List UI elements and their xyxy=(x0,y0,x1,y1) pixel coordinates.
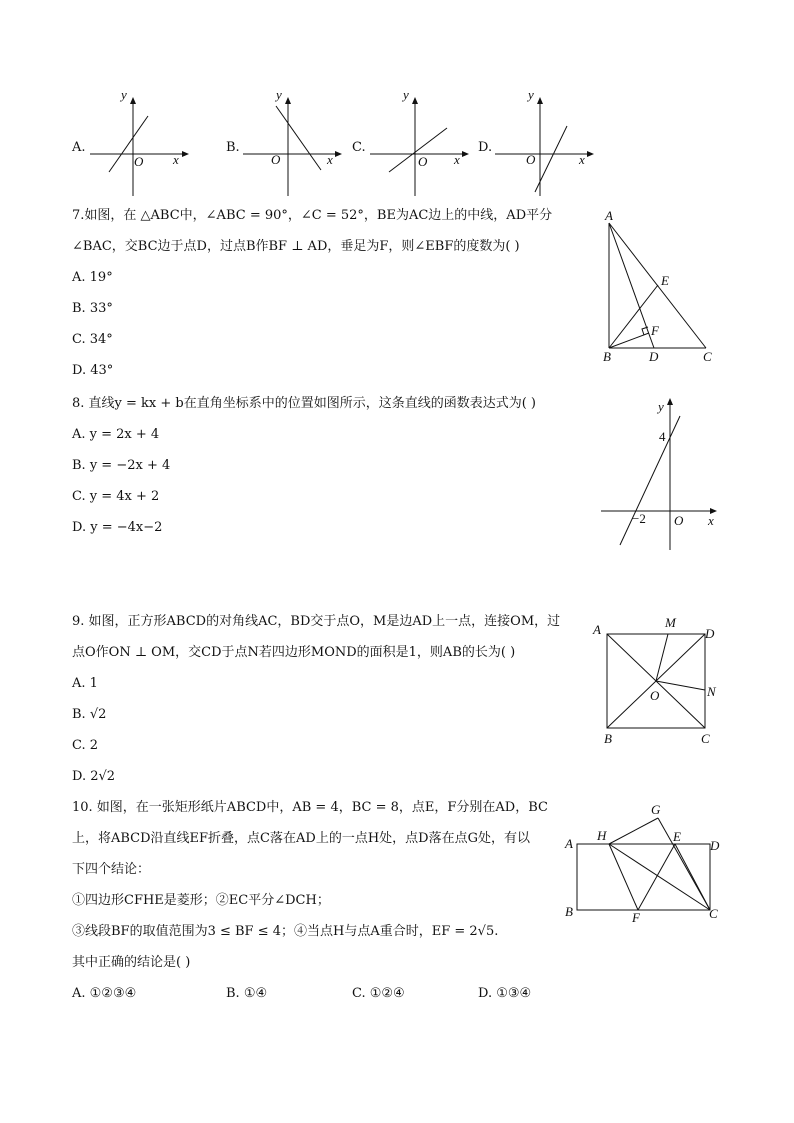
q10-line5: ③线段BF的取值范围为3 ≤ BF ≤ 4；④当点H与点A重合时，EF = 2√5. xyxy=(72,924,499,939)
q9-option-d: D. 2√2 xyxy=(72,769,116,784)
svg-text:y: y xyxy=(121,87,127,102)
svg-text:x: x xyxy=(708,513,714,528)
q8-option-d: D. y = −4x−2 xyxy=(72,520,163,535)
svg-text:x: x xyxy=(579,152,585,167)
q6-option-b-letter: B. xyxy=(226,140,240,155)
svg-text:y: y xyxy=(276,87,282,102)
q6-option-c-letter: C. xyxy=(352,140,366,155)
svg-text:O: O xyxy=(674,513,684,528)
q7-line1: 7.如图，在 △ABC中，∠ABC = 90°，∠C = 52°，BE为AC边上的中线，AD平分 xyxy=(72,208,553,223)
q10-option-c: C. ①②④ xyxy=(352,986,405,1001)
q9-option-c: C. 2 xyxy=(72,738,99,753)
svg-text:D: D xyxy=(705,626,715,641)
svg-text:A: A xyxy=(565,836,573,851)
q8-option-b: B. y = −2x + 4 xyxy=(72,458,171,473)
svg-text:y: y xyxy=(528,87,534,102)
q7-option-c: C. 34° xyxy=(72,332,113,347)
svg-text:B: B xyxy=(604,731,612,746)
svg-text:E: E xyxy=(673,829,681,844)
q7-triangle-figure xyxy=(595,205,725,365)
svg-text:O: O xyxy=(134,154,144,169)
svg-text:x: x xyxy=(173,152,179,167)
q9-option-a: A. 1 xyxy=(72,676,98,691)
svg-text:y: y xyxy=(403,87,409,102)
svg-text:−2: −2 xyxy=(632,511,646,526)
q8-option-c: C. y = 4x + 2 xyxy=(72,489,160,504)
q7-line2: ∠BAC，交BC边于点D，过点B作BF ⊥ AD，垂足为F，则∠EBF的度数为( ) xyxy=(72,239,520,254)
svg-text:G: G xyxy=(651,802,661,817)
svg-text:D: D xyxy=(710,838,720,853)
q10-line1: 10. 如图，在一张矩形纸片ABCD中，AB = 4，BC = 8，点E，F分别在AD，BC xyxy=(72,800,548,815)
q9-square-figure xyxy=(590,612,725,747)
svg-text:C: C xyxy=(709,906,718,921)
q6-option-a-letter: A. xyxy=(72,140,86,155)
q8-line-graph xyxy=(598,395,728,550)
q10-line6: 其中正确的结论是( ) xyxy=(72,955,191,970)
svg-text:y: y xyxy=(658,399,664,414)
svg-text:4: 4 xyxy=(659,429,666,444)
q10-line4: ①四边形CFHE是菱形；②EC平分∠DCH； xyxy=(72,893,330,908)
q10-line3: 下四个结论： xyxy=(72,862,151,877)
q9-option-b: B. √2 xyxy=(72,707,107,722)
svg-text:x: x xyxy=(454,152,460,167)
q8-option-a: A. y = 2x + 4 xyxy=(72,427,160,442)
q10-fold-figure xyxy=(560,798,725,928)
svg-text:N: N xyxy=(707,684,716,699)
svg-text:F: F xyxy=(651,323,659,338)
q7-option-a: A. 19° xyxy=(72,270,113,285)
q10-option-a: A. ①②③④ xyxy=(72,986,137,1001)
svg-text:F: F xyxy=(632,910,640,925)
q6-options xyxy=(60,87,600,202)
svg-text:B: B xyxy=(565,904,573,919)
q10-option-b: B. ①④ xyxy=(226,986,268,1001)
svg-text:B: B xyxy=(603,349,611,364)
q6-graph-c xyxy=(365,87,475,197)
svg-text:A: A xyxy=(605,208,613,223)
q6-graph-a xyxy=(85,87,195,197)
q10-line2: 上，将ABCD沿直线EF折叠，点C落在AD上的一点H处，点D落在点G处，有以 xyxy=(72,831,530,846)
q6-graph-d xyxy=(490,87,600,197)
svg-text:A: A xyxy=(593,622,601,637)
q10-option-d: D. ①③④ xyxy=(478,986,532,1001)
svg-text:E: E xyxy=(661,273,669,288)
svg-text:C: C xyxy=(703,349,712,364)
q7-option-b: B. 33° xyxy=(72,301,113,316)
q6-graph-b xyxy=(238,87,348,197)
svg-text:O: O xyxy=(418,154,428,169)
svg-text:M: M xyxy=(665,615,676,630)
svg-text:D: D xyxy=(649,349,659,364)
svg-text:H: H xyxy=(597,828,607,843)
q7-option-d: D. 43° xyxy=(72,363,114,378)
q9-line2: 点O作ON ⊥ OM，交CD于点N若四边形MOND的面积是1，则AB的长为( ) xyxy=(72,645,516,660)
svg-text:C: C xyxy=(701,731,710,746)
svg-text:O: O xyxy=(650,688,660,703)
svg-text:x: x xyxy=(327,152,333,167)
q6-option-d-letter: D. xyxy=(478,140,493,155)
svg-text:O: O xyxy=(271,152,281,167)
q8-line1: 8. 直线y = kx + b在直角坐标系中的位置如图所示，这条直线的函数表达式为( ) xyxy=(72,396,537,411)
q9-line1: 9. 如图，正方形ABCD的对角线AC，BD交于点O，M是边AD上一点，连接OM，过 xyxy=(72,614,561,629)
svg-text:O: O xyxy=(526,152,536,167)
